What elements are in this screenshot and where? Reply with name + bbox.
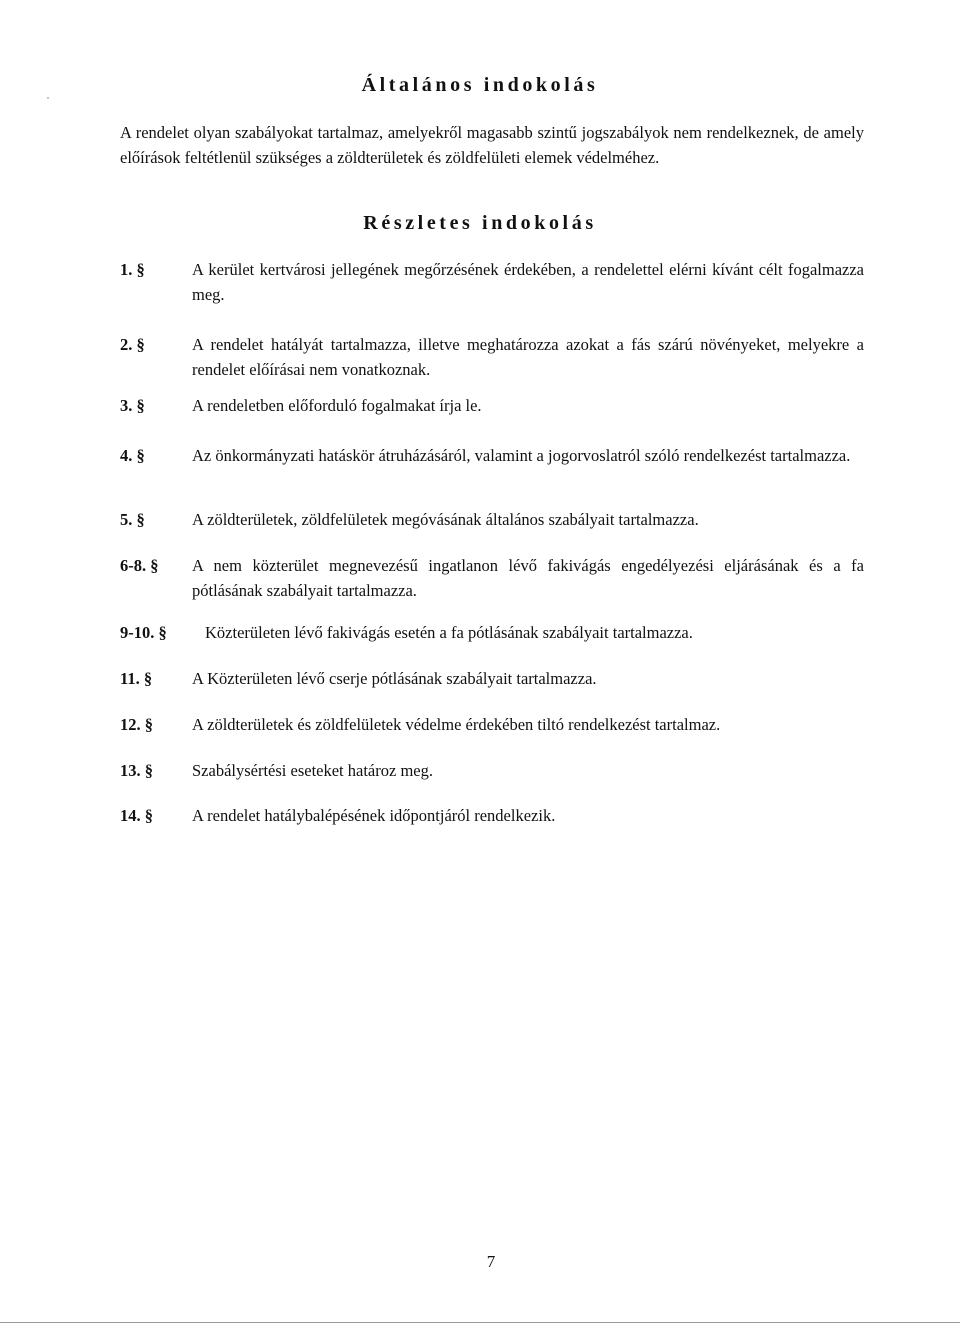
section-number: 5. §	[120, 510, 145, 529]
section-number: 1. §	[120, 260, 145, 279]
section-number: 6-8. §	[120, 556, 159, 575]
section-text: Szabálysértési eseteket határoz meg.	[192, 761, 433, 780]
section-number: 12. §	[120, 715, 153, 734]
section-number: 9-10. §	[120, 623, 167, 642]
bottom-scan-line	[0, 1322, 960, 1323]
general-justification-text: A rendelet olyan szabályokat tartalmaz, amelyekről magasabb szintű jogszabályok nem rendelkeznek, de amely előírások feltétlenül szükséges a zöldterületek és zöldfelületi elemek védelméhez.	[120, 123, 864, 167]
section-text: Az önkormányzati hatáskör átruházásáról, valamint a jogorvoslatról szóló rendelkezést tartalmazza.	[192, 446, 851, 465]
scan-speck	[47, 97, 49, 99]
section-text: A Közterületen lévő cserje pótlásának szabályait tartalmazza.	[192, 669, 597, 688]
section-text: A kerület kertvárosi jellegének megőrzésének érdekében, a rendelettel elérni kívánt célt fogalmazza meg.	[192, 260, 864, 304]
general-justification-heading: Általános indokolás	[361, 74, 599, 96]
section-text: A nem közterület megnevezésű ingatlanon lévő fakivágás engedélyezési eljárásának és a fa pótlásának szabályait tartalmazza.	[192, 556, 864, 600]
section-text: A rendelet hatálybalépésének időpontjáról rendelkezik.	[192, 806, 556, 825]
section-number: 14. §	[120, 806, 153, 825]
section-number: 13. §	[120, 761, 153, 780]
section-number: 3. §	[120, 396, 145, 415]
section-text: Közterületen lévő fakivágás esetén a fa pótlásának szabályait tartalmazza.	[205, 623, 693, 642]
section-text: A zöldterületek, zöldfelületek megóvásának általános szabályait tartalmazza.	[192, 510, 699, 529]
section-number: 4. §	[120, 446, 145, 465]
page-number: 7	[486, 1252, 496, 1271]
section-text: A rendeletben előforduló fogalmakat írja le.	[192, 396, 482, 415]
section-text: A zöldterületek és zöldfelületek védelme érdekében tiltó rendelkezést tartalmaz.	[192, 715, 721, 734]
section-text: A rendelet hatályát tartalmazza, illetve meghatározza azokat a fás szárú növényeket, melyekre a rendelet előírásai nem vonatkoznak.	[192, 335, 864, 379]
section-number: 11. §	[120, 669, 153, 688]
section-number: 2. §	[120, 335, 145, 354]
detailed-justification-heading: Részletes indokolás	[363, 212, 597, 234]
